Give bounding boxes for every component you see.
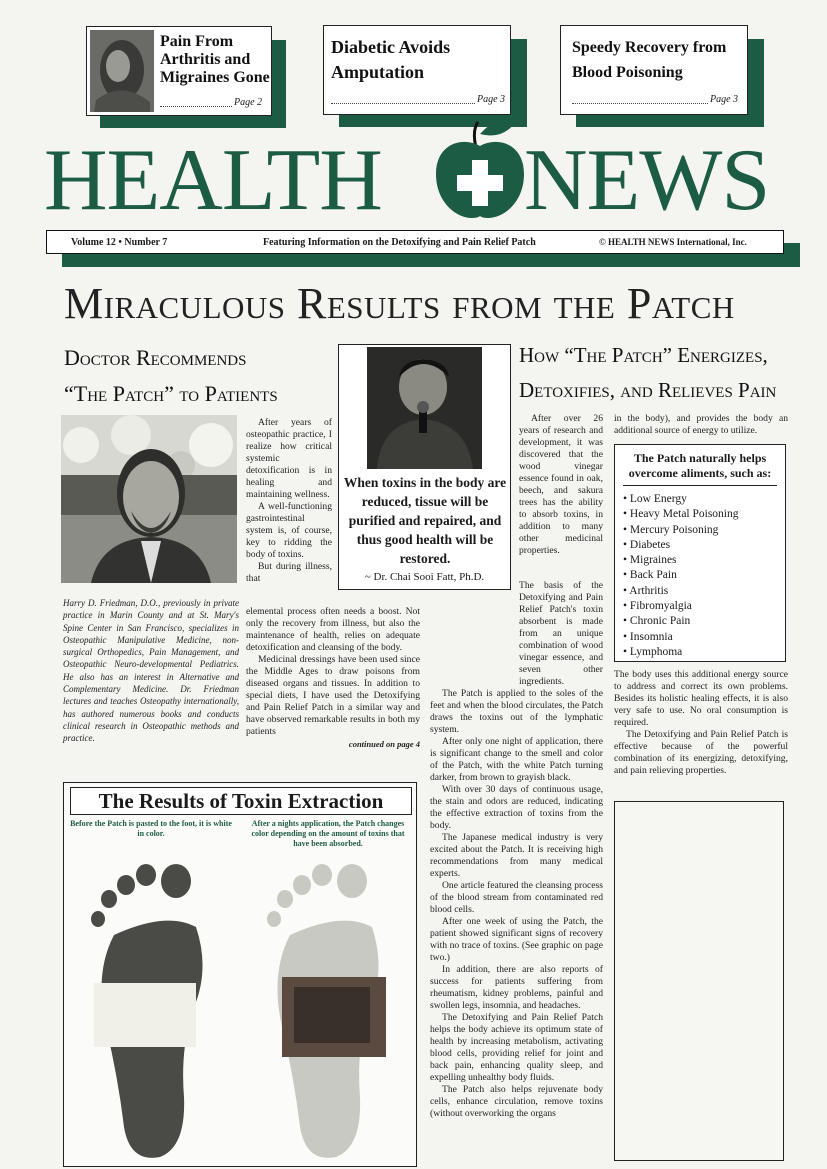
paragraph: After only one night of application, there is significant change to the smell and color of the Patch, with the white Patch turning darker, from brown to grayish black.	[430, 736, 603, 783]
ailments-title: The Patch naturally helps overcome aliments, such as:	[623, 451, 777, 486]
right-title-line1: How “The Patch” Energizes,	[519, 343, 768, 367]
teaser-title: Speedy Recovery from Blood Poisoning	[572, 39, 727, 81]
list-item: • Fibromyalgia	[623, 600, 692, 613]
paragraph: In addition, there are also reports of success for patients suffering from rheumatism, kidney problems, painful and swollen legs, insomnia, and headaches.	[430, 964, 603, 1011]
paragraph: The Detoxifying and Pain Relief Patch is effective because of the powerful combination of its energizing, detoxifying, and pain relieving properties.	[614, 729, 788, 776]
apple-cross-logo	[432, 108, 528, 222]
list-item: • Chronic Pain	[623, 615, 691, 628]
paragraph: The Patch is applied to the soles of the feet and when the blood circulates, the Patch draws the toxins out of the lymphatic system.	[430, 688, 603, 735]
paragraph: elemental process often needs a boost. Not only the recovery from illness, but also the maintenance of health, relies on adequate detoxification and cleansing of the body.	[246, 606, 420, 653]
results-box	[63, 782, 417, 1167]
paragraph: After years of osteopathic practice, I realize how critical systemic detoxification is in healing and maintaining wellness.	[246, 417, 332, 500]
doctor-photo	[61, 415, 237, 583]
teaser-page: Page 3	[710, 94, 739, 105]
dotted-leader	[160, 106, 232, 107]
masthead-right: NEWS	[524, 132, 770, 229]
paragraph: After one week of using the Patch, the patient showed significant signs of recovery with no trace of toxins. (See graphic on page two.)	[430, 916, 603, 963]
teaser-recovery[interactable]	[560, 25, 764, 129]
pull-quote: When toxins in the body are reduced, tissue will be purified and repaired, and thus good health will be restored.	[343, 475, 507, 566]
before-caption: Before the Patch is pasted to the foot, it is white in color.	[70, 819, 232, 838]
tagline: Featuring Information on the Detoxifying and Pain Relief Patch	[263, 237, 536, 248]
teaser-arthritis[interactable]	[86, 26, 286, 130]
paragraph: The body uses this additional energy source to address and correct its own problems. Besides its holistic healing effects, it is also very safe to use. No oral consumption is required.	[614, 669, 788, 728]
ailments-list	[623, 492, 777, 660]
list-item: • Insomnia	[623, 630, 673, 643]
teaser-title: Pain From Arthritis and Migraines Gone	[160, 33, 270, 86]
ailments-box	[614, 444, 786, 662]
main-headline: Miraculous Results from the Patch	[64, 279, 735, 328]
foot-print-before	[84, 857, 224, 1163]
right-article-col2-bottom	[614, 669, 788, 777]
paragraph: The Japanese medical industry is very excited about the Patch. It is receiving high recommendations from many medical experts.	[430, 832, 603, 879]
masthead-left: HEALTH	[44, 132, 382, 229]
blank-image-box	[614, 801, 784, 1161]
volume-number: Volume 12 • Number 7	[71, 237, 168, 248]
paragraph: The Patch also helps rejuvenate body cells, enhance circulation, remove toxins (without overworking the organs	[430, 1084, 603, 1119]
continued-note: continued on page 4	[348, 739, 420, 749]
left-article-col2	[246, 606, 420, 750]
left-title-line1: Doctor Recommends	[64, 345, 247, 370]
paragraph: The basis of the Detoxifying and Pain Relief Patch's toxin absorbent is made from an unique combination of wood vinegar essence, and seven other ingredients.	[519, 580, 603, 687]
right-article-col1b	[430, 580, 603, 1120]
paragraph: Medicinal dressings have been used since the Middle Ages to draw poisons from diseased organs and tissues. In addition to special diets, I have used the Detoxifying and Pain Relief Patch in a similar way and have observed remarkable results in both my patients	[246, 654, 420, 737]
paragraph: A well-functioning gastrointestinal system is, of course, key to ridding the body of toxins.	[246, 501, 332, 560]
volume-bar	[46, 230, 784, 254]
quote-author: ~ Dr. Chai Sooi Fatt, Ph.D.	[364, 571, 485, 583]
left-article-col1	[246, 417, 332, 585]
right-article-col1a	[519, 413, 603, 557]
list-item: • Migraines	[623, 554, 677, 567]
masthead	[44, 132, 794, 229]
left-article-title	[64, 340, 334, 412]
list-item: • Mercury Poisoning	[623, 523, 719, 536]
paragraph: With over 30 days of continuous usage, the stain and odors are reduced, indicating the effective extraction of toxins from the body.	[430, 784, 603, 831]
list-item: • Lymphoma	[623, 645, 683, 658]
list-item: • Heavy Metal Poisoning	[623, 508, 739, 521]
after-caption: After a nights application, the Patch changes color depending on the amount of toxins that have been absorbed.	[251, 819, 405, 848]
list-item: • Arthritis	[623, 584, 669, 597]
paragraph: One article featured the cleansing process of the blood stream from contaminated red blood cells.	[430, 880, 603, 915]
left-title-line2: “The Patch” to Patients	[64, 381, 278, 406]
results-title: The Results of Toxin Extraction	[70, 787, 412, 815]
list-item: • Low Energy	[623, 493, 687, 505]
right-article-title	[519, 338, 819, 408]
copyright: © HEALTH NEWS International, Inc.	[599, 237, 747, 247]
paragraph: in the body), and provides the body an additional source of energy to utilize.	[614, 413, 788, 436]
dotted-leader	[572, 103, 708, 104]
teaser-title: Diabetic Avoids Amputation	[331, 37, 451, 82]
paragraph: But during illness, that	[246, 561, 332, 584]
list-item: • Back Pain	[623, 569, 677, 582]
teaser-page: Page 2	[234, 97, 263, 108]
paragraph: After over 26 years of research and development, it was discovered that the wood vinegar essence found in oak, beech, and sakura trees has the ability to absorb toxins, in addition to many other medicinal properties.	[519, 413, 603, 556]
right-title-line2: Detoxifies, and Relieves Pain	[519, 378, 777, 402]
foot-print-after	[260, 857, 400, 1163]
quote-box	[338, 344, 511, 590]
dotted-leader	[331, 103, 475, 104]
right-article-col2-top	[614, 413, 788, 437]
doctor-caption: Harry D. Friedman, D.O., previously in private practice in Marin County and at St. Mary's Spine Center in San Francisco, specializes in Osteopathic Manipulative Medicine, non-surgical Orthopedics, Pain Management, and Osteopathic Neuro-developmental Pediatrics. He also has an interest in Alternative and Complementary Medicine. Dr. Friedman lectures and teaches Osteopathy internationally, has authored numerous books and conducts clinical research in Osteopathic methods and practice.	[63, 598, 239, 744]
speaker-photo	[367, 347, 482, 469]
teaser-photo	[90, 30, 154, 112]
list-item: • Diabetes	[623, 538, 671, 551]
paragraph: The Detoxifying and Pain Relief Patch helps the body achieve its optimum state of health by increasing metabolism, activating blood cells, providing relief for joint and back pain, enhancing quality sleep, and expelling unhealthy body fluids.	[430, 1012, 603, 1083]
teaser-page: Page 3	[477, 94, 506, 105]
